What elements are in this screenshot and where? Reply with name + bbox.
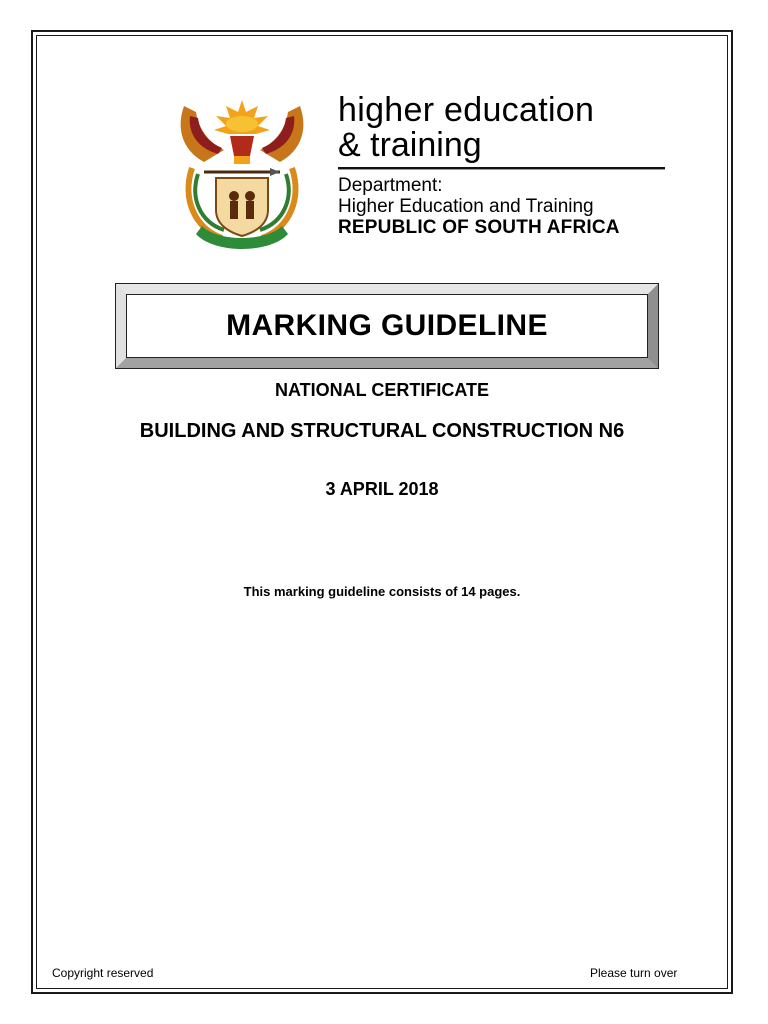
- certificate-label: NATIONAL CERTIFICATE: [275, 380, 489, 400]
- subject-title: BUILDING AND STRUCTURAL CONSTRUCTION N6: [139, 420, 625, 442]
- department-name: Higher Education and Training: [338, 196, 594, 217]
- footer-copyright: Copyright reserved: [52, 966, 154, 980]
- department-label: Department:: [338, 175, 443, 196]
- brand-title-line2: & training: [338, 126, 482, 164]
- coat-of-arms-logo: [174, 98, 310, 254]
- exam-date: 3 APRIL 2018: [325, 479, 439, 499]
- country-name: REPUBLIC OF SOUTH AFRICA: [338, 217, 620, 238]
- footer-turn-over: Please turn over: [590, 966, 678, 980]
- title-box: [116, 284, 658, 368]
- brand-divider-shadow: [338, 169, 665, 170]
- page-count-note: This marking guideline consists of 14 pages.: [243, 584, 521, 599]
- document-title: MARKING GUIDELINE: [226, 309, 548, 342]
- brand-title-line1: higher education: [338, 91, 595, 129]
- sun-icon: [214, 100, 270, 134]
